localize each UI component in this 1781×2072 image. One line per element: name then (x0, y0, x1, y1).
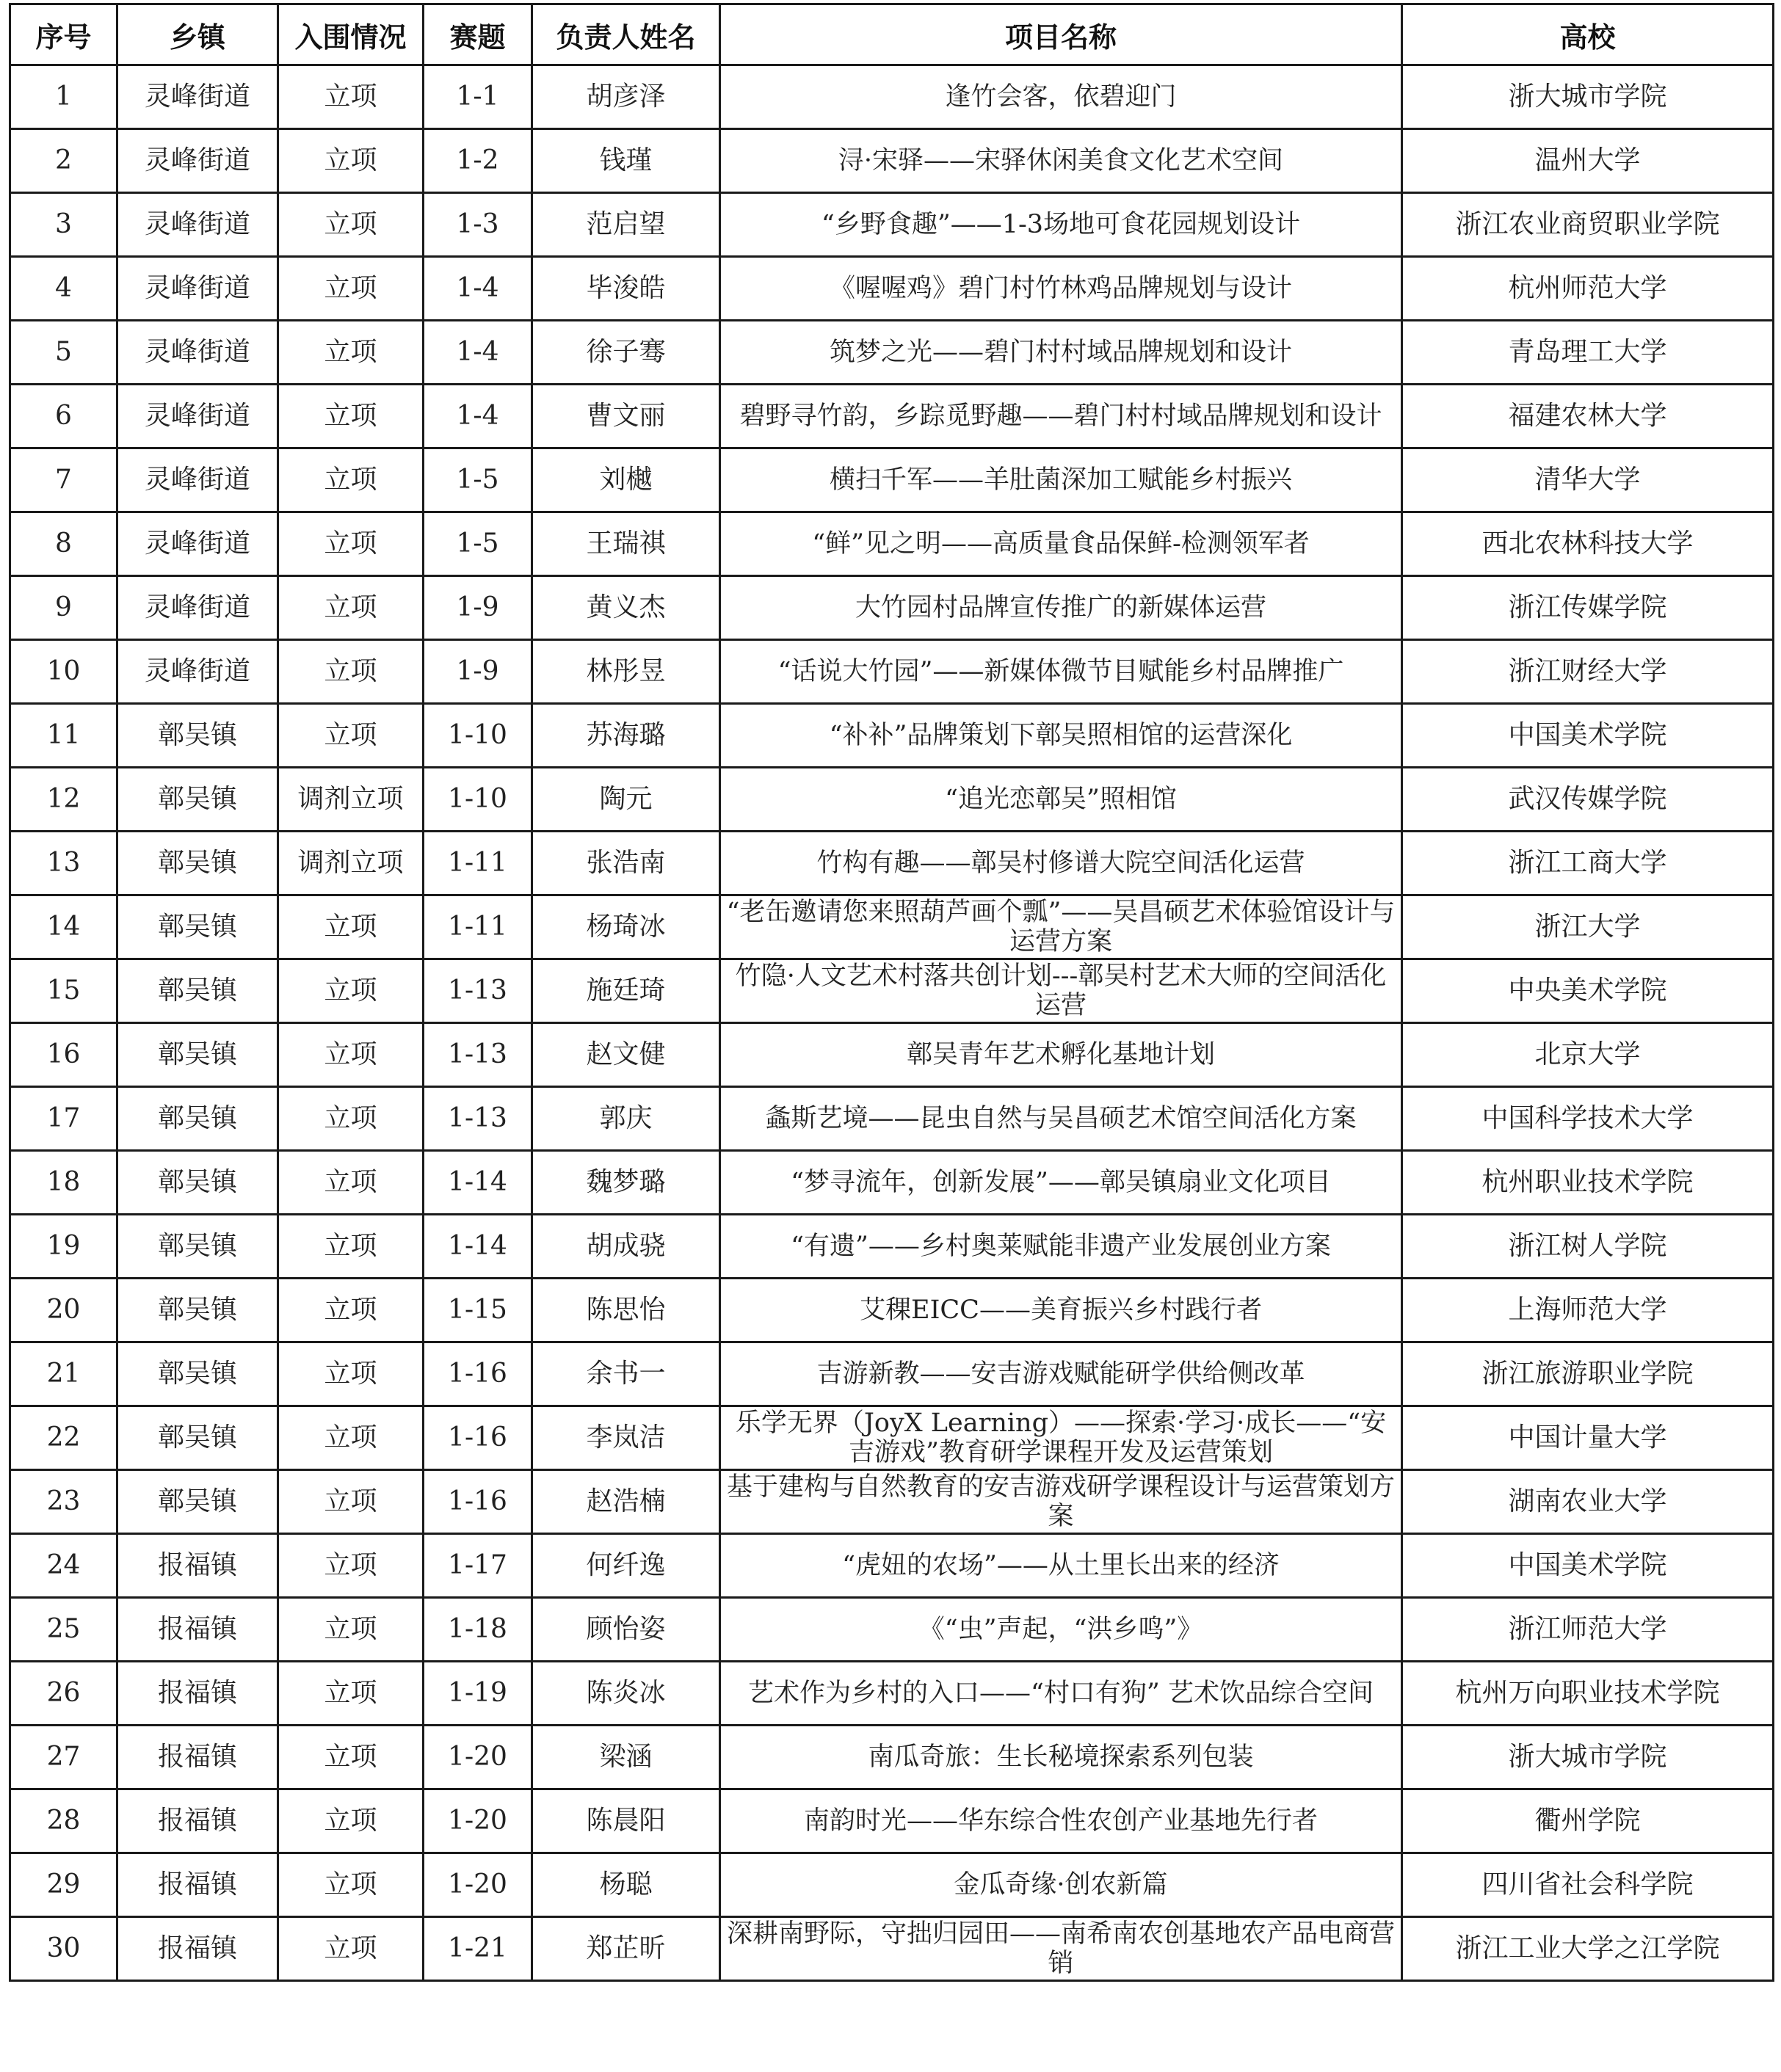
cell-university: 浙江树人学院 (1402, 1215, 1774, 1279)
cell-project: 艾稞EICC——美育振兴乡村践行者 (720, 1279, 1402, 1342)
cell-index: 24 (10, 1534, 117, 1598)
cell-project: 横扫千军——羊肚菌深加工赋能乡村振兴 (720, 448, 1402, 512)
cell-leader: 郑芷昕 (532, 1917, 720, 1981)
cell-university: 浙大城市学院 (1402, 1726, 1774, 1789)
cell-leader: 胡彦泽 (532, 65, 720, 129)
cell-status: 调剂立项 (278, 832, 424, 895)
cell-status: 立项 (278, 1470, 424, 1534)
table-row (10, 1470, 1774, 1534)
table-row (10, 65, 1774, 129)
cell-project: 金瓜奇缘·创农新篇 (720, 1853, 1402, 1917)
cell-town: 灵峰街道 (117, 512, 278, 576)
cell-status: 立项 (278, 385, 424, 448)
cell-town: 报福镇 (117, 1917, 278, 1981)
cell-university: 浙江工商大学 (1402, 832, 1774, 895)
cell-status: 立项 (278, 1598, 424, 1662)
cell-leader: 徐子骞 (532, 321, 720, 385)
cell-topic: 1-10 (424, 768, 532, 832)
cell-town: 灵峰街道 (117, 640, 278, 704)
table-row (10, 1853, 1774, 1917)
cell-leader: 赵文健 (532, 1023, 720, 1087)
table-row (10, 704, 1774, 768)
cell-topic: 1-18 (424, 1598, 532, 1662)
cell-town: 灵峰街道 (117, 65, 278, 129)
cell-index: 8 (10, 512, 117, 576)
cell-university: 中国科学技术大学 (1402, 1087, 1774, 1151)
cell-index: 29 (10, 1853, 117, 1917)
cell-university: 浙江工业大学之江学院 (1402, 1917, 1774, 1981)
cell-leader: 杨聪 (532, 1853, 720, 1917)
table-row (10, 1598, 1774, 1662)
cell-index: 6 (10, 385, 117, 448)
cell-index: 18 (10, 1151, 117, 1215)
col-header-topic: 赛题 (424, 4, 532, 65)
cell-status: 立项 (278, 448, 424, 512)
table-row (10, 257, 1774, 321)
cell-town: 鄣吴镇 (117, 768, 278, 832)
cell-leader: 林彤昱 (532, 640, 720, 704)
cell-topic: 1-9 (424, 640, 532, 704)
cell-topic: 1-3 (424, 193, 532, 257)
cell-index: 10 (10, 640, 117, 704)
cell-university: 衢州学院 (1402, 1789, 1774, 1853)
cell-university: 四川省社会科学院 (1402, 1853, 1774, 1917)
cell-status: 立项 (278, 65, 424, 129)
cell-project: “乡野食趣”——1-3场地可食花园规划设计 (720, 193, 1402, 257)
cell-leader: 黄义杰 (532, 576, 720, 640)
cell-town: 报福镇 (117, 1598, 278, 1662)
col-header-leader: 负责人姓名 (532, 4, 720, 65)
cell-leader: 赵浩楠 (532, 1470, 720, 1534)
cell-town: 鄣吴镇 (117, 1470, 278, 1534)
cell-status: 立项 (278, 1215, 424, 1279)
header-row (10, 4, 1774, 65)
cell-topic: 1-13 (424, 1087, 532, 1151)
cell-topic: 1-16 (424, 1342, 532, 1406)
cell-index: 19 (10, 1215, 117, 1279)
cell-index: 17 (10, 1087, 117, 1151)
table-row (10, 1087, 1774, 1151)
cell-index: 27 (10, 1726, 117, 1789)
cell-project: 鄣吴青年艺术孵化基地计划 (720, 1023, 1402, 1087)
cell-leader: 苏海璐 (532, 704, 720, 768)
cell-leader: 余书一 (532, 1342, 720, 1406)
cell-town: 灵峰街道 (117, 321, 278, 385)
cell-index: 30 (10, 1917, 117, 1981)
cell-project: “虎妞的农场”——从土里长出来的经济 (720, 1534, 1402, 1598)
cell-town: 灵峰街道 (117, 257, 278, 321)
cell-university: 杭州职业技术学院 (1402, 1151, 1774, 1215)
cell-index: 1 (10, 65, 117, 129)
cell-leader: 杨琦冰 (532, 895, 720, 959)
cell-university: 浙江传媒学院 (1402, 576, 1774, 640)
cell-topic: 1-4 (424, 257, 532, 321)
cell-leader: 魏梦璐 (532, 1151, 720, 1215)
cell-project: “鲜”见之明——高质量食品保鲜-检测领军者 (720, 512, 1402, 576)
cell-university: 上海师范大学 (1402, 1279, 1774, 1342)
cell-index: 11 (10, 704, 117, 768)
cell-town: 鄣吴镇 (117, 1087, 278, 1151)
cell-leader: 范启望 (532, 193, 720, 257)
cell-leader: 顾怡姿 (532, 1598, 720, 1662)
table-row (10, 895, 1774, 959)
cell-status: 立项 (278, 1726, 424, 1789)
cell-town: 灵峰街道 (117, 129, 278, 193)
cell-town: 灵峰街道 (117, 448, 278, 512)
cell-town: 报福镇 (117, 1534, 278, 1598)
cell-project: “梦寻流年，创新发展”——鄣吴镇扇业文化项目 (720, 1151, 1402, 1215)
table-row (10, 576, 1774, 640)
col-header-project: 项目名称 (720, 4, 1402, 65)
cell-status: 立项 (278, 1853, 424, 1917)
cell-status: 立项 (278, 257, 424, 321)
cell-university: 中国美术学院 (1402, 704, 1774, 768)
cell-university: 北京大学 (1402, 1023, 1774, 1087)
cell-project: 大竹园村品牌宣传推广的新媒体运营 (720, 576, 1402, 640)
cell-project: “追光恋鄣吴”照相馆 (720, 768, 1402, 832)
cell-status: 立项 (278, 576, 424, 640)
cell-topic: 1-11 (424, 895, 532, 959)
cell-university: 中国美术学院 (1402, 1534, 1774, 1598)
cell-town: 鄣吴镇 (117, 1215, 278, 1279)
cell-leader: 王瑞祺 (532, 512, 720, 576)
table-row (10, 1406, 1774, 1470)
cell-topic: 1-1 (424, 65, 532, 129)
cell-leader: 施廷琦 (532, 959, 720, 1023)
cell-project: “补补”品牌策划下鄣吴照相馆的运营深化 (720, 704, 1402, 768)
cell-leader: 郭庆 (532, 1087, 720, 1151)
cell-project: 碧野寻竹韵，乡踪觅野趣——碧门村村域品牌规划和设计 (720, 385, 1402, 448)
table-row (10, 448, 1774, 512)
cell-topic: 1-19 (424, 1662, 532, 1726)
cell-project: 吉游新教——安吉游戏赋能研学供给侧改革 (720, 1342, 1402, 1406)
cell-leader: 何纤逸 (532, 1534, 720, 1598)
table-row (10, 1279, 1774, 1342)
table-row (10, 1342, 1774, 1406)
cell-index: 21 (10, 1342, 117, 1406)
cell-topic: 1-16 (424, 1406, 532, 1470)
cell-status: 立项 (278, 1534, 424, 1598)
cell-university: 西北农林科技大学 (1402, 512, 1774, 576)
cell-index: 16 (10, 1023, 117, 1087)
cell-index: 22 (10, 1406, 117, 1470)
cell-topic: 1-13 (424, 959, 532, 1023)
cell-town: 鄣吴镇 (117, 1342, 278, 1406)
cell-project: 艺术作为乡村的入口——“村口有狗” 艺术饮品综合空间 (720, 1662, 1402, 1726)
cell-status: 立项 (278, 1279, 424, 1342)
cell-index: 20 (10, 1279, 117, 1342)
cell-index: 28 (10, 1789, 117, 1853)
table-row (10, 1662, 1774, 1726)
cell-topic: 1-10 (424, 704, 532, 768)
table-row (10, 640, 1774, 704)
cell-university: 浙江大学 (1402, 895, 1774, 959)
cell-town: 灵峰街道 (117, 576, 278, 640)
cell-university: 浙江财经大学 (1402, 640, 1774, 704)
cell-status: 立项 (278, 640, 424, 704)
cell-topic: 1-20 (424, 1853, 532, 1917)
cell-town: 报福镇 (117, 1662, 278, 1726)
cell-university: 浙大城市学院 (1402, 65, 1774, 129)
cell-project: 深耕南野际，守拙归园田——南希南农创基地农产品电商营销 (720, 1917, 1402, 1981)
cell-project: 逢竹会客，依碧迎门 (720, 65, 1402, 129)
cell-town: 报福镇 (117, 1853, 278, 1917)
cell-index: 4 (10, 257, 117, 321)
cell-status: 立项 (278, 1789, 424, 1853)
cell-index: 15 (10, 959, 117, 1023)
cell-university: 湖南农业大学 (1402, 1470, 1774, 1534)
cell-status: 调剂立项 (278, 768, 424, 832)
col-header-university: 高校 (1402, 4, 1774, 65)
cell-leader: 李岚洁 (532, 1406, 720, 1470)
cell-status: 立项 (278, 321, 424, 385)
cell-topic: 1-16 (424, 1470, 532, 1534)
cell-topic: 1-5 (424, 512, 532, 576)
cell-university: 浙江旅游职业学院 (1402, 1342, 1774, 1406)
table-row (10, 129, 1774, 193)
cell-leader: 毕浚皓 (532, 257, 720, 321)
cell-index: 23 (10, 1470, 117, 1534)
cell-project: 筑梦之光——碧门村村域品牌规划和设计 (720, 321, 1402, 385)
cell-index: 5 (10, 321, 117, 385)
cell-leader: 陈炎冰 (532, 1662, 720, 1726)
cell-project: 南韵时光——华东综合性农创产业基地先行者 (720, 1789, 1402, 1853)
cell-topic: 1-20 (424, 1726, 532, 1789)
table-row (10, 385, 1774, 448)
cell-topic: 1-4 (424, 321, 532, 385)
cell-town: 报福镇 (117, 1726, 278, 1789)
cell-leader: 梁涵 (532, 1726, 720, 1789)
cell-project: 基于建构与自然教育的安吉游戏研学课程设计与运营策划方案 (720, 1470, 1402, 1534)
cell-town: 报福镇 (117, 1789, 278, 1853)
cell-university: 杭州师范大学 (1402, 257, 1774, 321)
cell-town: 鄣吴镇 (117, 1406, 278, 1470)
table-row (10, 1534, 1774, 1598)
cell-topic: 1-21 (424, 1917, 532, 1981)
table-row (10, 1215, 1774, 1279)
cell-university: 清华大学 (1402, 448, 1774, 512)
table-row (10, 1023, 1774, 1087)
cell-university: 温州大学 (1402, 129, 1774, 193)
cell-project: 竹构有趣——鄣吴村修谱大院空间活化运营 (720, 832, 1402, 895)
cell-town: 灵峰街道 (117, 385, 278, 448)
cell-index: 25 (10, 1598, 117, 1662)
cell-index: 7 (10, 448, 117, 512)
cell-university: 浙江农业商贸职业学院 (1402, 193, 1774, 257)
cell-project: “有遗”——乡村奥莱赋能非遗产业发展创业方案 (720, 1215, 1402, 1279)
cell-index: 3 (10, 193, 117, 257)
col-header-town: 乡镇 (117, 4, 278, 65)
table-row (10, 768, 1774, 832)
cell-university: 中国计量大学 (1402, 1406, 1774, 1470)
table-row (10, 1789, 1774, 1853)
cell-status: 立项 (278, 1087, 424, 1151)
cell-project: 浔·宋驿——宋驿休闲美食文化艺术空间 (720, 129, 1402, 193)
table-row (10, 1917, 1774, 1981)
table-row (10, 321, 1774, 385)
cell-leader: 钱瑾 (532, 129, 720, 193)
cell-topic: 1-5 (424, 448, 532, 512)
cell-leader: 陈思怡 (532, 1279, 720, 1342)
cell-topic: 1-2 (424, 129, 532, 193)
cell-index: 26 (10, 1662, 117, 1726)
cell-status: 立项 (278, 1662, 424, 1726)
cell-town: 鄣吴镇 (117, 959, 278, 1023)
project-list-table (9, 3, 1774, 1982)
cell-status: 立项 (278, 1151, 424, 1215)
cell-topic: 1-13 (424, 1023, 532, 1087)
cell-index: 12 (10, 768, 117, 832)
cell-topic: 1-14 (424, 1215, 532, 1279)
cell-project: 乐学无界（JoyX Learning）——探索·学习·成长——“安吉游戏”教育研学课程开发及运营策划 (720, 1406, 1402, 1470)
table-row (10, 959, 1774, 1023)
cell-university: 杭州万向职业技术学院 (1402, 1662, 1774, 1726)
cell-project: 《“虫”声起，“洪乡鸣”》 (720, 1598, 1402, 1662)
cell-town: 鄣吴镇 (117, 1279, 278, 1342)
cell-leader: 曹文丽 (532, 385, 720, 448)
cell-university: 青岛理工大学 (1402, 321, 1774, 385)
cell-university: 中央美术学院 (1402, 959, 1774, 1023)
cell-status: 立项 (278, 512, 424, 576)
cell-topic: 1-17 (424, 1534, 532, 1598)
cell-status: 立项 (278, 1406, 424, 1470)
cell-leader: 陶元 (532, 768, 720, 832)
cell-topic: 1-14 (424, 1151, 532, 1215)
cell-project: 竹隐·人文艺术村落共创计划---鄣吴村艺术大师的空间活化运营 (720, 959, 1402, 1023)
cell-leader: 胡成骁 (532, 1215, 720, 1279)
cell-university: 浙江师范大学 (1402, 1598, 1774, 1662)
cell-university: 福建农林大学 (1402, 385, 1774, 448)
cell-index: 14 (10, 895, 117, 959)
table-body (10, 65, 1774, 1981)
cell-university: 武汉传媒学院 (1402, 768, 1774, 832)
cell-project: “老缶邀请您来照葫芦画个瓢”——吴昌硕艺术体验馆设计与运营方案 (720, 895, 1402, 959)
cell-topic: 1-4 (424, 385, 532, 448)
cell-topic: 1-11 (424, 832, 532, 895)
cell-status: 立项 (278, 895, 424, 959)
cell-status: 立项 (278, 1917, 424, 1981)
cell-project: “话说大竹园”——新媒体微节目赋能乡村品牌推广 (720, 640, 1402, 704)
cell-leader: 刘樾 (532, 448, 720, 512)
cell-topic: 1-15 (424, 1279, 532, 1342)
cell-town: 鄣吴镇 (117, 832, 278, 895)
cell-index: 13 (10, 832, 117, 895)
col-header-index: 序号 (10, 4, 117, 65)
cell-status: 立项 (278, 129, 424, 193)
table-row (10, 1151, 1774, 1215)
table-row (10, 193, 1774, 257)
col-header-status: 入围情况 (278, 4, 424, 65)
cell-town: 鄣吴镇 (117, 895, 278, 959)
cell-status: 立项 (278, 1023, 424, 1087)
cell-town: 鄣吴镇 (117, 704, 278, 768)
table-row (10, 1726, 1774, 1789)
cell-status: 立项 (278, 1342, 424, 1406)
cell-status: 立项 (278, 704, 424, 768)
table-row (10, 832, 1774, 895)
cell-town: 鄣吴镇 (117, 1151, 278, 1215)
cell-topic: 1-20 (424, 1789, 532, 1853)
cell-leader: 张浩南 (532, 832, 720, 895)
cell-leader: 陈晨阳 (532, 1789, 720, 1853)
cell-index: 9 (10, 576, 117, 640)
cell-topic: 1-9 (424, 576, 532, 640)
cell-project: 螽斯艺境——昆虫自然与吴昌硕艺术馆空间活化方案 (720, 1087, 1402, 1151)
cell-status: 立项 (278, 959, 424, 1023)
cell-project: 南瓜奇旅：生长秘境探索系列包装 (720, 1726, 1402, 1789)
cell-town: 鄣吴镇 (117, 1023, 278, 1087)
table-row (10, 512, 1774, 576)
cell-index: 2 (10, 129, 117, 193)
cell-town: 灵峰街道 (117, 193, 278, 257)
cell-status: 立项 (278, 193, 424, 257)
cell-project: 《喔喔鸡》碧门村竹林鸡品牌规划与设计 (720, 257, 1402, 321)
